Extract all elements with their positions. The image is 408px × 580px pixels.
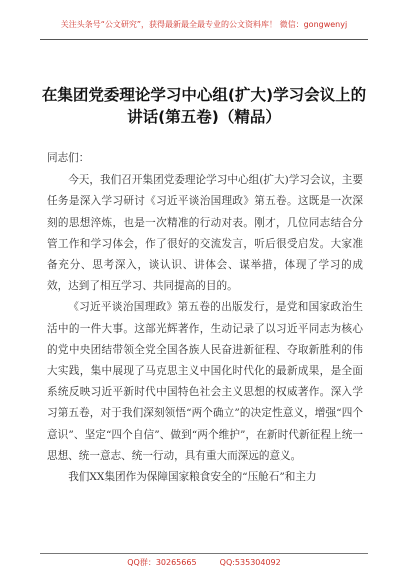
footer-divider	[40, 553, 368, 554]
greeting: 同志们：	[47, 152, 90, 164]
footer-qq: QQ:535304092	[219, 558, 281, 567]
header-banner: 关注头条号“公文研究”，获得最新最全最专业的公文资料库！ 微信：gongwenyj	[60, 20, 348, 29]
document-title	[40, 84, 368, 128]
paragraph-2: 《习近平谈治国理政》第五卷的出版发行，是党和国家政治生活中的一件大事。这部光辉著作，生动记录了以习近平同志为核心的党中央团结带领全党全国各族人民奋进新征程、夺取新胜利的伟大实践，集中展现了马克思主义中国化时代化的最新成果，是全面系统反映习近平新时代中国特色社会主义思想的权威著作。深入学习第五卷，对于我们深刻领悟“两个确立”的决定性意义，增强“四个意识”、坚定“四个自信”、做到“两个维护”，在新时代新征程上统一思想、统一意志、统一行动，具有重大而深远的意义。	[47, 301, 363, 462]
paragraph-1: 今天，我们召开集团党委理论学习中心组(扩大)学习会议，主要任务是深入学习研讨《习近平谈治国理政》第五卷。这既是一次深刻的思想淬炼，也是一次精准的行动对表。刚才，几位同志结合分管工作和学习体会，作了很好的交流发言，听后很受启发。大家准备充分、思考深入，谈认识、讲体会、谋举措，体现了学习的成效，达到了相互学习、共同提高的目的。	[47, 174, 363, 293]
footer	[0, 558, 408, 568]
header-divider	[40, 39, 368, 40]
document-body	[47, 148, 363, 488]
footer-qq-group: QQ群：30265665	[127, 558, 197, 567]
paragraph-3: 我们XX集团作为保障国家粮食安全的“压舱石”和主力	[68, 471, 317, 484]
title-line-2: 讲话(第五卷)（精品）	[127, 108, 281, 126]
title-line-1: 在集团党委理论学习中心组(扩大)学习会议上的	[41, 86, 367, 104]
